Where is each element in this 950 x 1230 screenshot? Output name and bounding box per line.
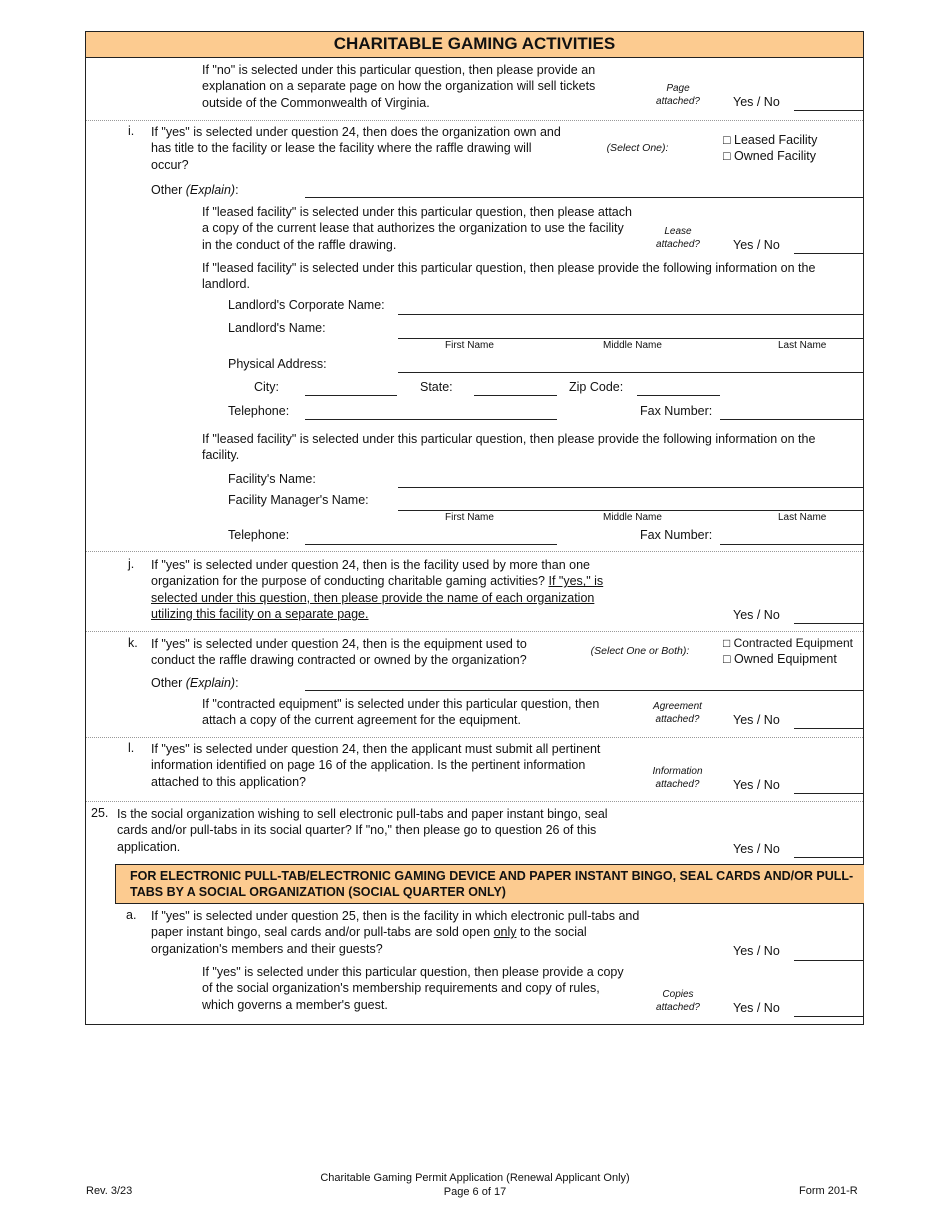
lease-text: If "leased facility" is selected under this particular question, then please attach a copy of the current lease that authorizes the organization to use the facility in the conduct of the raffle drawing.	[202, 205, 632, 252]
facility-telephone-line[interactable]	[305, 544, 557, 545]
address-line[interactable]	[398, 372, 863, 373]
first-name-caption: First Name	[445, 340, 494, 351]
other-explain-line[interactable]	[305, 197, 863, 198]
question-k-letter: k.	[128, 636, 138, 650]
owned-facility-checkbox[interactable]: □ Owned Facility	[723, 149, 816, 163]
landlord-name-line[interactable]	[398, 338, 863, 339]
fax-line[interactable]	[720, 419, 863, 420]
intro-yes-no: Yes / No	[733, 95, 780, 109]
facility-telephone-label: Telephone:	[228, 528, 290, 542]
separator	[86, 801, 863, 802]
select-one-or-both-note: (Select One or Both):	[590, 645, 690, 657]
copies-answer-line[interactable]	[794, 1016, 863, 1017]
fax-label: Fax Number:	[640, 404, 713, 418]
city-line[interactable]	[305, 395, 397, 396]
contract-yes-no: Yes / No	[733, 713, 780, 727]
landlord-corp-label: Landlord's Corporate Name:	[228, 298, 385, 312]
contract-text: If "contracted equipment" is selected under this particular question, then attach a copy of the current agreement for the equipment.	[202, 697, 600, 728]
other-explain-line[interactable]	[305, 690, 863, 691]
information-attached-note: Information attached?	[652, 766, 703, 790]
question-25-number: 25.	[91, 806, 109, 820]
question-25-yes-no: Yes / No	[733, 842, 780, 856]
page-number: Page 6 of 17	[443, 1186, 507, 1198]
facility-fax-line[interactable]	[720, 544, 863, 545]
question-l-answer-line[interactable]	[794, 793, 863, 794]
landlord-name-label: Landlord's Name:	[228, 321, 326, 335]
middle-name-caption: Middle Name	[603, 512, 662, 523]
state-line[interactable]	[474, 395, 557, 396]
intro-answer-line[interactable]	[794, 110, 863, 111]
facility-text: If "leased facility" is selected under this particular question, then please provide the following information on the facility.	[202, 432, 816, 463]
city-label: City:	[254, 380, 279, 394]
zip-label: Zip Code:	[569, 380, 624, 394]
social-quarter-subheader: FOR ELECTRONIC PULL-TAB/ELECTRONIC GAMING DEVICE AND PAPER INSTANT BINGO, SEAL CARDS AND/OR PULL-TABS BY A SOCIAL ORGANIZATION (SOCIAL QUARTER ONLY)	[115, 864, 864, 904]
lease-attached-note: Lease attached?	[656, 226, 700, 250]
question-j-text: If "yes" is selected under question 24, then is the facility used by more than one organization for the purpose of conducting charitable gaming activities? If "yes," is selected under this question, then please provide the name of each organization utilizing this facility on a separate page.	[151, 558, 604, 621]
facility-manager-line[interactable]	[398, 510, 863, 511]
last-name-caption: Last Name	[778, 340, 827, 351]
question-j-answer-line[interactable]	[794, 623, 863, 624]
facility-name-label: Facility's Name:	[228, 472, 316, 486]
contracted-equipment-checkbox[interactable]: □ Contracted Equipment	[723, 636, 853, 650]
state-label: State:	[420, 380, 453, 394]
question-a-letter: a.	[126, 908, 137, 922]
question-l-letter: l.	[128, 741, 135, 755]
question-a-answer-line[interactable]	[794, 960, 863, 961]
telephone-label: Telephone:	[228, 404, 290, 418]
separator	[86, 737, 863, 738]
question-l-yes-no: Yes / No	[733, 778, 780, 792]
copies-attached-note: Copies attached?	[656, 989, 700, 1013]
agreement-attached-note: Agreement attached?	[653, 701, 702, 725]
copies-yes-no: Yes / No	[733, 1001, 780, 1015]
intro-text: If "no" is selected under this particular question, then please provide an explanation on a separate page on how the organization will sell tickets outside of the Commonwealth of Virginia.	[202, 63, 596, 110]
owned-equipment-checkbox[interactable]: □ Owned Equipment	[723, 652, 837, 666]
landlord-text: If "leased facility" is selected under this particular question, then please provide the following information on the landlord.	[202, 261, 816, 292]
form-number: Form 201-R	[799, 1185, 858, 1197]
section-header: CHARITABLE GAMING ACTIVITIES	[85, 31, 864, 58]
question-25-answer-line[interactable]	[794, 857, 863, 858]
lease-answer-line[interactable]	[794, 253, 863, 254]
middle-name-caption: Middle Name	[603, 340, 662, 351]
last-name-caption: Last Name	[778, 512, 827, 523]
landlord-corp-line[interactable]	[398, 314, 863, 315]
separator	[86, 120, 863, 121]
question-i-letter: i.	[128, 124, 135, 138]
question-j-yes-no: Yes / No	[733, 608, 780, 622]
question-i-text: If "yes" is selected under question 24, then does the organization own and has title to the facility or lease the facility where the raffle drawing will occur?	[151, 125, 561, 172]
copies-text: If "yes" is selected under this particular question, then please provide a copy of the social organization's membership requirements and copy of rules, which governs a member's guest.	[202, 965, 624, 1012]
question-k-text: If "yes" is selected under question 24, then is the equipment used to conduct the raffle drawing contracted or owned by the organization?	[151, 637, 527, 668]
facility-fax-label: Fax Number:	[640, 528, 713, 542]
other-explain-label: Other (Explain):	[151, 676, 239, 690]
first-name-caption: First Name	[445, 512, 494, 523]
question-l-text: If "yes" is selected under question 24, then the applicant must submit all pertinent information identified on page 16 of the application. Is the pertinent information attached to this application?	[151, 742, 601, 789]
lease-yes-no: Yes / No	[733, 238, 780, 252]
separator	[86, 631, 863, 632]
contract-answer-line[interactable]	[794, 728, 863, 729]
separator	[86, 551, 863, 552]
leased-facility-checkbox[interactable]: □ Leased Facility	[723, 133, 818, 147]
question-25-text: Is the social organization wishing to sell electronic pull-tabs and paper instant bingo, seal cards and/or pull-tabs in its social quarter? If "no," then please go to question 26 of this application.	[117, 807, 608, 854]
telephone-line[interactable]	[305, 419, 557, 420]
facility-name-line[interactable]	[398, 487, 863, 488]
other-explain-label: Other (Explain):	[151, 183, 239, 197]
question-a-text: If "yes" is selected under question 25, then is the facility in which electronic pull-tabs and paper instant bingo, seal cards and/or pull-tabs are sold open only to the social organization's members and their guests?	[151, 909, 640, 956]
footer-title: Charitable Gaming Permit Application (Renewal Applicant Only)	[320, 1172, 630, 1184]
question-j-letter: j.	[128, 557, 135, 571]
page-attached-note: Page attached?	[656, 83, 700, 107]
select-one-note: (Select One):	[606, 142, 669, 154]
address-label: Physical Address:	[228, 357, 327, 371]
revision-date: Rev. 3/23	[86, 1185, 133, 1197]
question-a-yes-no: Yes / No	[733, 944, 780, 958]
facility-manager-label: Facility Manager's Name:	[228, 493, 369, 507]
zip-line[interactable]	[637, 395, 720, 396]
